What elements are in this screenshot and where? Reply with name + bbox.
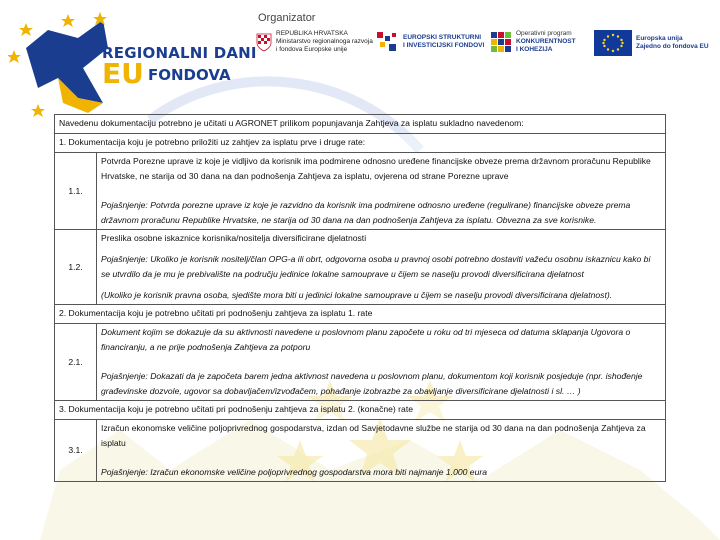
item-note: Pojašnjenje: Ukoliko je korisnik nositelj/član OPG-a ili obrt, odgovorna osoba u pravnoj osobi potrebno dostaviti važeću osobnu iskaznicu kako bi se utvrdilo da je mu je prebivalište na području jedinice lokalne samouprave u čijem se naselju provodi diversificirana djelatnost [101,254,651,279]
item-main-text: Preslika osobne iskaznice korisnika/nositelja diversificirane djelatnosti [101,233,367,243]
item-extra-note: (Ukoliko je korisnik pravna osoba, sjedište mora biti u jedinici lokalne samouprave u čijem se naselju provodi diversificirana djelatnost). [101,290,613,300]
eu-logo [594,30,709,56]
op-kik-icon [490,31,512,53]
eu-line-1: Europska unija [636,35,683,42]
ministry-line-3: i fondova Europske unije [276,46,348,53]
item-row-3-1 [55,420,666,482]
eu-line-2: Zajedno do fondova EU [636,43,709,50]
eu-flag-icon [594,30,632,56]
item-content [97,420,666,482]
ministry-line-2: Ministarstvo regionalnoga razvoja [276,38,373,45]
ministry-logo [256,30,373,54]
intro-row [55,115,666,134]
brand-eu: EU [102,57,144,90]
item-content [97,153,666,230]
item-content [97,230,666,305]
item-number: 2.1. [55,324,97,401]
item-number: 1.2. [55,230,97,305]
brand-title: REGIONALNI DANI [102,44,257,62]
esi-funds-icon [375,30,399,54]
ministry-line-1: REPUBLIKA HRVATSKA [276,30,348,37]
item-row-1-1 [55,153,666,230]
item-note: Pojašnjenje: Dokazati da je započeta barem jedna aktivnost navedena u poslovnom planu, dokumentom koji korisnik posjeduje (npr. ishođenje građevinske dozvole, ugovor sa dobavljačem/izvođačem, pohađanje izobrazbe za obavljanje diversificirane djelatnosti i sl. … ) [101,371,643,396]
op-kik-logo [490,30,576,54]
section-title-2: 2. Dokumentacija koju je potrebno učitati pri podnošenju zahtjeva za isplatu 1. rate [55,305,666,324]
croatia-map-logo-icon [8,8,238,118]
esi-funds-logo [375,30,484,54]
item-content [97,324,666,401]
section-title-1: 1. Dokumentacija koju je potrebno priložiti uz zahtjev za isplatu prve i druge rate: [55,134,666,153]
event-logo [8,8,238,118]
documentation-table [54,114,666,482]
item-main-text: Potvrda Porezne uprave iz koje je vidljivo da korisnik ima podmirene odnosno uređene financijske obveze prema državnom proračunu Republike Hrvatske, ne starija od 30 dana na dan podnošenja Zahtjeva za isplatu, ovjerena od strane Porezne uprave [101,156,651,181]
item-note: Pojašnjenje: Izračun ekonomske veličine poljoprivrednog gospodarstva mora biti najmanje 1.000 eura [101,467,487,477]
esi-funds-line-2: I INVESTICIJSKI FONDOVI [403,42,485,49]
croatian-coat-of-arms-icon [256,32,272,52]
op-kik-line-3: I KOHEZIJA [516,46,553,53]
section-header-2 [55,305,666,324]
item-main-text: Dokument kojim se dokazuje da su aktivnosti navedene u poslovnom planu započete u roku od tri mjeseca od datuma sklapanja Ugovora o financiranju, a ne prije podnošenja Zahtjeva za potporu [101,327,631,352]
item-row-2-1 [55,324,666,401]
esi-funds-line-1: EUROPSKI STRUKTURNI [403,34,482,41]
section-header-3 [55,401,666,420]
intro-text: Navedenu dokumentaciju potrebno je učitati u AGRONET prilikom popunjavanja Zahtjeva za isplatu sukladno navedenom: [55,115,666,134]
op-kik-line-2: KONKURENTNOST [516,38,576,45]
item-main-text: Izračun ekonomske veličine poljoprivrednog gospodarstva, izdan od Savjetodavne službe ne starija od 30 dana na dan podnošenja Zahtjeva za isplatu [101,423,646,448]
op-kik-line-1: Operativni program [516,30,572,37]
item-number: 1.1. [55,153,97,230]
section-header-1 [55,134,666,153]
item-row-1-2 [55,230,666,305]
organizer-label: Organizator [258,12,316,24]
item-note: Pojašnjenje: Potvrda porezne uprave iz koje je razvidno da korisnik ima podmirene odnosno uređene (regulirane) financijske obveze prema državnom proračunu Republike Hrvatske, ne starija od 30 dana na dan podnošenja Zahtjeva za isplatu. Obvezna za sve korisnike. [101,200,631,225]
section-title-3: 3. Dokumentacija koju je potrebno učitati pri podnošenju zahtjeva za isplatu 2. (konačne) rate [55,401,666,420]
brand-subtitle: FONDOVA [148,66,231,84]
item-number: 3.1. [55,420,97,482]
